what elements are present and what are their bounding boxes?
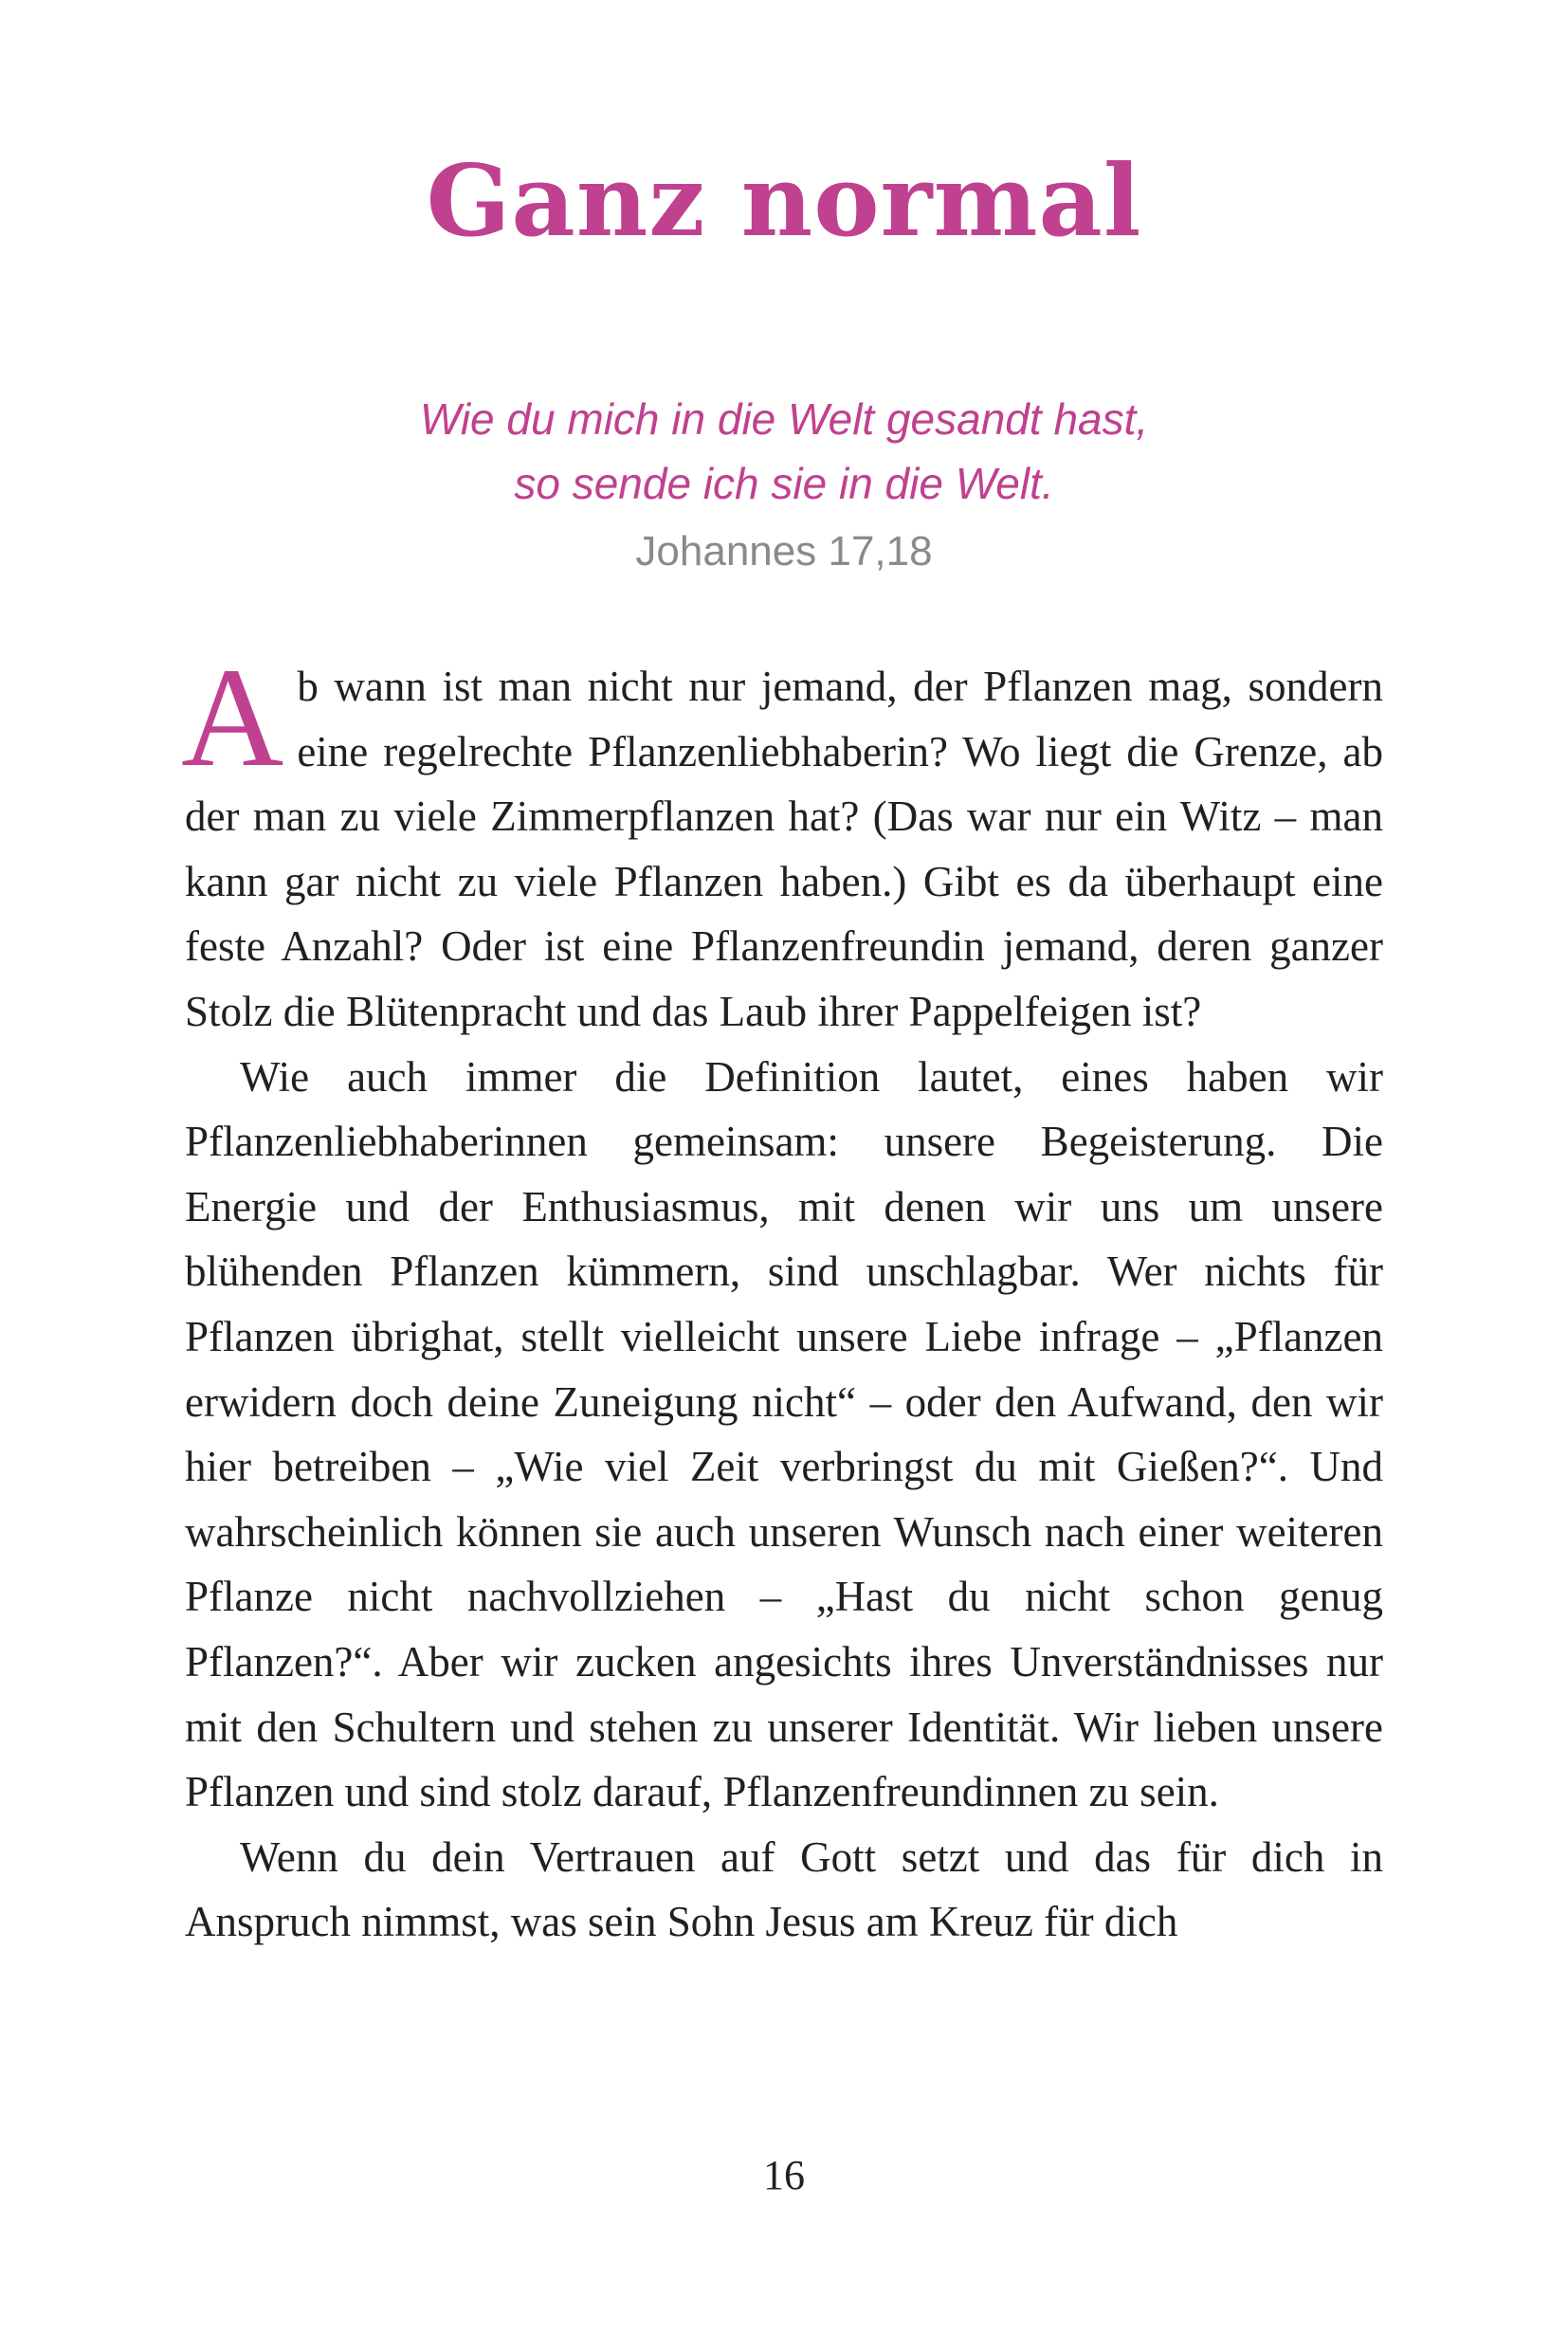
paragraph-1-text: b wann ist man nicht nur jemand, der Pflanzen mag, sondern eine regelrechte Pflanzenliebhaberin? Wo liegt die Grenze, ab der man zu viele Zimmerpflanzen hat? (Das war nur ein Witz – man kann gar nicht zu viele Pflanzen haben.) Gibt es da überhaupt eine feste Anzahl? Oder ist eine Pflanzenfreundin jemand, deren ganzer Stolz die Blütenpracht und das Laub ihrer Pappelfeigen ist? — [185, 663, 1383, 1035]
paragraph-2: Wie auch immer die Definition lautet, eines haben wir Pflanzenliebhaberinnen gemeinsam: unsere Begeisterung. Die Energie und der Enthusiasmus, mit denen wir uns um unsere blühenden Pflanzen kümmern, sind unschlagbar. Wer nichts für Pflanzen übrighat, stellt vielleicht unsere Liebe infrage – „Pflanzen erwidern doch deine Zuneigung nicht“ – oder den Aufwand, den wir hier betreiben – „Wie viel Zeit verbringst du mit Gießen?“. Und wahrscheinlich können sie auch unseren Wunsch nach einer weiteren Pflanze nicht nachvollziehen – „Hast du nicht schon genug Pflanzen?“. Aber wir zucken angesichts ihres Unverständnisses nur mit den Schultern und stehen zu unserer Identität. Wir lieben unsere Pflanzen und sind stolz darauf, Pflanzenfreundinnen zu sein. — [185, 1052, 1383, 1816]
chapter-title: Ganz normal — [426, 142, 1142, 259]
drop-cap: A — [181, 639, 284, 796]
bible-verse — [0, 387, 1568, 516]
paragraph-3: Wenn du dein Vertrauen auf Gott setzt und das für dich in Anspruch nimmst, was sein Sohn Jesus am Kreuz für dich — [185, 1832, 1383, 1946]
paragraph-1 — [181, 639, 1383, 1045]
page-number: 16 — [763, 2152, 805, 2198]
bible-verse-reference: Johannes 17,18 — [635, 528, 933, 574]
body-text — [181, 639, 1383, 1955]
bible-verse-line-2: so sende ich sie in die Welt. — [514, 459, 1054, 508]
bible-verse-line-1: Wie du mich in die Welt gesandt hast, — [419, 394, 1149, 444]
